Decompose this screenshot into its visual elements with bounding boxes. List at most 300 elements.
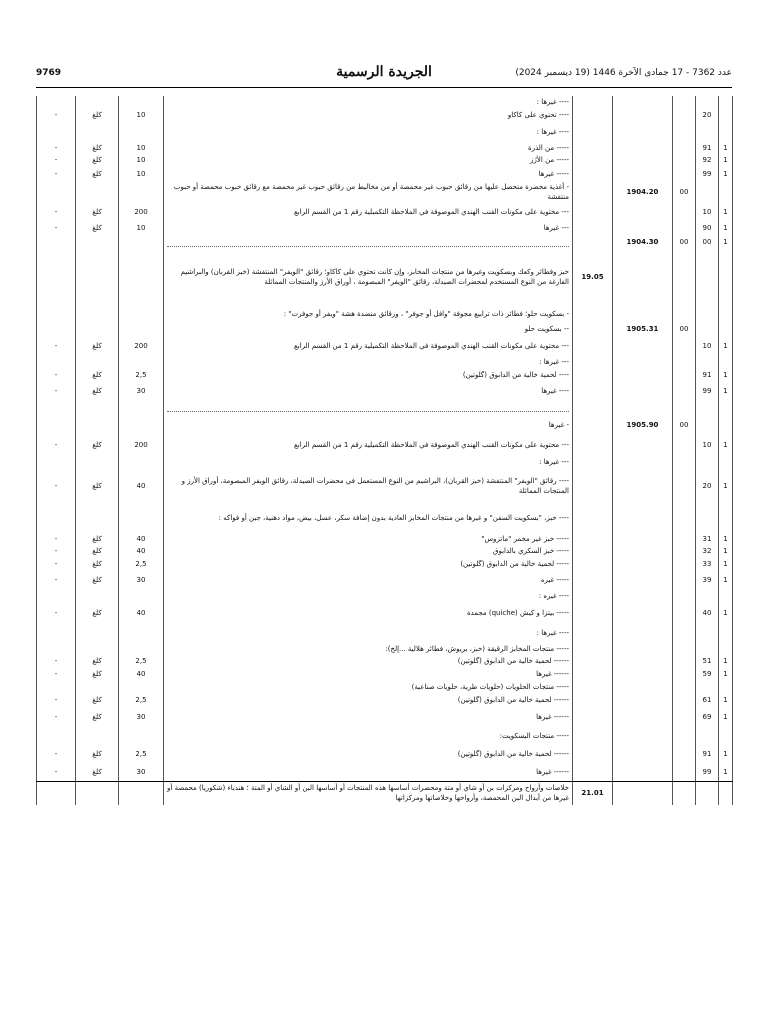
subheading-cell [613,96,673,108]
supplementary-cell [37,455,76,469]
page-number: 9769 [36,68,62,78]
unit-cell [76,399,119,415]
unit-cell: كلغ [76,469,119,503]
supplementary-cell [37,781,76,805]
subcode-cell [696,623,719,643]
table-row [37,681,733,693]
subheading-cell [613,781,673,805]
duty-rate-cell: 40 [119,545,164,557]
heading-cell [573,166,613,181]
duty-rate-cell [119,96,164,108]
national-code-cell [673,469,696,503]
subcode-cell [696,357,719,367]
duty-rate-cell [119,357,164,367]
duty-rate-cell: 200 [119,335,164,357]
description-cell: ---- رقائق "الويفر" المنتفشة (خبز القربان)، البراشيم من النوع المستعمل في محضرات الصيدلة، رقائق الويفر المبصومة، أوراق الأرز و المنتجات المماثلة [164,469,573,503]
duty-rate-cell [119,623,164,643]
supplementary-cell [37,249,76,305]
subcode-cell: 91 [696,142,719,154]
subheading-cell [613,166,673,181]
supplementary-cell: - [37,745,76,763]
duty-rate-cell: 40 [119,533,164,545]
chapter-code-cell: 1 [719,142,733,154]
duty-rate-cell: 10 [119,142,164,154]
description-cell: --- غيرها [164,221,573,235]
unit-cell [76,455,119,469]
table-row [37,455,733,469]
table-row [37,235,733,249]
subheading-cell [613,122,673,142]
chapter-code-cell: 1 [719,571,733,589]
chapter-code-cell: 1 [719,367,733,383]
description-cell: ------ لحمية خالية من الدابوق (گلوتين) [164,693,573,707]
chapter-code-cell: 1 [719,335,733,357]
description-cell: ---- غيرها : [164,96,573,108]
unit-cell [76,357,119,367]
subheading-cell [613,357,673,367]
unit-cell [76,415,119,435]
national-code-cell [673,367,696,383]
chapter-code-cell [719,415,733,435]
unit-cell [76,323,119,335]
heading-cell [573,235,613,249]
unit-cell [76,589,119,603]
subheading-cell [613,545,673,557]
national-code-cell [673,122,696,142]
subcode-cell [696,249,719,305]
supplementary-cell: - [37,142,76,154]
supplementary-cell [37,323,76,335]
national-code-cell [673,603,696,623]
duty-rate-cell: 30 [119,383,164,399]
chapter-code-cell: 1 [719,693,733,707]
national-code-cell [673,727,696,745]
heading-cell [573,655,613,667]
description-cell: ----- غيره [164,571,573,589]
subheading-cell [613,557,673,571]
subcode-cell [696,589,719,603]
unit-cell: كلغ [76,154,119,166]
description-cell: ----- من الذرة [164,142,573,154]
national-code-cell [673,221,696,235]
duty-rate-cell [119,781,164,805]
supplementary-cell: - [37,655,76,667]
subcode-cell: 33 [696,557,719,571]
subcode-cell: 59 [696,667,719,681]
page-header [36,64,732,86]
heading-cell [573,122,613,142]
national-code-cell: 00 [673,235,696,249]
table-row [37,323,733,335]
subcode-cell: 61 [696,693,719,707]
table-row [37,693,733,707]
supplementary-cell [37,681,76,693]
chapter-code-cell [719,357,733,367]
description-cell [164,399,573,415]
heading-cell [573,707,613,727]
heading-cell [573,681,613,693]
subheading-cell [613,763,673,781]
national-code-cell [673,383,696,399]
national-code-cell [673,399,696,415]
unit-cell [76,781,119,805]
supplementary-cell: - [37,383,76,399]
heading-cell [573,108,613,122]
table-row [37,557,733,571]
unit-cell: كلغ [76,763,119,781]
subcode-cell: 91 [696,367,719,383]
description-cell: ------ غيرها [164,763,573,781]
subcode-cell [696,455,719,469]
duty-rate-cell: 40 [119,603,164,623]
duty-rate-cell: 200 [119,435,164,455]
supplementary-cell [37,727,76,745]
national-code-cell [673,503,696,533]
table-row [37,745,733,763]
table-row [37,221,733,235]
duty-rate-cell: 2,5 [119,693,164,707]
chapter-code-cell [719,249,733,305]
duty-rate-cell: 10 [119,108,164,122]
chapter-code-cell: 1 [719,435,733,455]
unit-cell [76,96,119,108]
description-cell: ---- غيره : [164,589,573,603]
subcode-cell [696,681,719,693]
national-code-cell [673,745,696,763]
national-code-cell [673,455,696,469]
subheading-cell [613,142,673,154]
unit-cell: كلغ [76,203,119,221]
table-row [37,727,733,745]
heading-cell [573,603,613,623]
duty-rate-cell [119,249,164,305]
supplementary-cell: - [37,166,76,181]
national-code-cell [673,655,696,667]
description-cell: ------ لحمية خالية من الدابوق (گلوتين) [164,655,573,667]
chapter-code-cell: 1 [719,383,733,399]
description-cell: ----- منتجات المخابز الرقيقة (خبز، بريوش، فطائر هلالية ...إلخ): [164,643,573,655]
heading-cell [573,435,613,455]
chapter-code-cell [719,681,733,693]
table-row [37,142,733,154]
unit-cell: كلغ [76,435,119,455]
duty-rate-cell [119,305,164,323]
description-cell: --- غيرها : [164,357,573,367]
heading-cell [573,727,613,745]
supplementary-cell [37,415,76,435]
supplementary-cell [37,623,76,643]
subheading-cell [613,383,673,399]
chapter-code-cell [719,503,733,533]
heading-cell [573,557,613,571]
duty-rate-cell [119,503,164,533]
heading-cell [573,643,613,655]
chapter-code-cell [719,727,733,745]
subcode-cell [696,305,719,323]
table-row [37,589,733,603]
subcode-cell: 39 [696,571,719,589]
chapter-code-cell [719,181,733,203]
description-cell: ---- غيرها : [164,122,573,142]
description-cell: ----- خبز السكري بالدابوق [164,545,573,557]
description-cell: ----- غيرها [164,166,573,181]
chapter-code-cell: 1 [719,667,733,681]
description-cell: - بسكويت حلو؛ فطائر ذات ترابيع مجوفة "وافل أو جوفر" ، ورقائق منضدة هشة "ويفر أو جوفرت" : [164,305,573,323]
subheading-cell [613,435,673,455]
table-row [37,707,733,727]
subcode-cell: 10 [696,203,719,221]
unit-cell [76,122,119,142]
unit-cell: كلغ [76,533,119,545]
national-code-cell [673,435,696,455]
heading-cell [573,667,613,681]
subcode-cell: 99 [696,166,719,181]
subcode-cell: 20 [696,469,719,503]
unit-cell [76,681,119,693]
description-cell: ----- بيتزا و كيش (quiche) مجمدة [164,603,573,623]
chapter-code-cell [719,589,733,603]
chapter-code-cell: 1 [719,707,733,727]
duty-rate-cell [119,399,164,415]
duty-rate-cell: 2,5 [119,557,164,571]
description-cell: ----- خبز غير مخمر "ماتزوس" [164,533,573,545]
table-row [37,435,733,455]
heading-cell [573,533,613,545]
subcode-cell [696,415,719,435]
duty-rate-cell: 2,5 [119,655,164,667]
heading-cell [573,763,613,781]
description-cell: ---- تحتوي على كاكاو [164,108,573,122]
table-row [37,415,733,435]
duty-rate-cell [119,643,164,655]
unit-cell [76,643,119,655]
table-row [37,643,733,655]
subheading-cell: 1905.90 [613,415,673,435]
tariff-table [36,96,733,805]
chapter-code-cell [719,108,733,122]
duty-rate-cell: 30 [119,763,164,781]
unit-cell [76,727,119,745]
subheading-cell [613,154,673,166]
table-row [37,655,733,667]
duty-rate-cell: 40 [119,667,164,681]
national-code-cell [673,305,696,323]
subcode-cell: 91 [696,745,719,763]
subheading-cell [613,503,673,533]
table-row [37,667,733,681]
heading-cell [573,142,613,154]
heading-cell [573,383,613,399]
heading-cell [573,571,613,589]
chapter-code-cell [719,323,733,335]
national-code-cell: 00 [673,323,696,335]
chapter-code-cell: 1 [719,166,733,181]
supplementary-cell: - [37,603,76,623]
subcode-cell: 31 [696,533,719,545]
description-cell: ----- منتجات البسكويت: [164,727,573,745]
chapter-code-cell [719,643,733,655]
duty-rate-cell [119,681,164,693]
subheading-cell: 1905.31 [613,323,673,335]
table-row [37,249,733,305]
heading-cell [573,623,613,643]
subheading-cell: 1904.30 [613,235,673,249]
description-cell: --- غيرها : [164,455,573,469]
table-row [37,469,733,503]
subcode-cell: 40 [696,603,719,623]
heading-cell [573,357,613,367]
subheading-cell [613,655,673,667]
table-row [37,571,733,589]
description-cell: --- محتوية على مكونات القنب الهندي الموصوفة في الملاحظة التكميلية رقم 1 من القسم الرابع [164,203,573,221]
unit-cell [76,249,119,305]
heading-cell [573,399,613,415]
subheading-cell [613,469,673,503]
subheading-cell [613,745,673,763]
national-code-cell: 00 [673,415,696,435]
subheading-cell [613,367,673,383]
subcode-cell: 32 [696,545,719,557]
dotted-leader [167,402,569,412]
duty-rate-cell: 2,5 [119,745,164,763]
subcode-cell: 10 [696,335,719,357]
table-row [37,503,733,533]
description-cell: --- محتوية على مكونات القنب الهندي الموصوفة في الملاحظة التكميلية رقم 1 من القسم الرابع [164,435,573,455]
chapter-code-cell: 1 [719,745,733,763]
heading-cell [573,469,613,503]
duty-rate-cell [119,415,164,435]
heading-cell: 19.05 [573,249,613,305]
supplementary-cell: - [37,533,76,545]
heading-cell [573,335,613,357]
national-code-cell [673,571,696,589]
national-code-cell [673,166,696,181]
subcode-cell: 10 [696,435,719,455]
heading-cell [573,545,613,557]
national-code-cell [673,545,696,557]
national-code-cell [673,643,696,655]
table-row [37,763,733,781]
chapter-code-cell [719,623,733,643]
national-code-cell [673,589,696,603]
chapter-code-cell: 1 [719,203,733,221]
chapter-code-cell: 1 [719,655,733,667]
national-code-cell [673,335,696,357]
supplementary-cell [37,503,76,533]
supplementary-cell: - [37,367,76,383]
duty-rate-cell: 10 [119,166,164,181]
heading-cell [573,96,613,108]
supplementary-cell: - [37,203,76,221]
unit-cell: كلغ [76,667,119,681]
duty-rate-cell: 2,5 [119,367,164,383]
unit-cell: كلغ [76,108,119,122]
chapter-code-cell: 1 [719,545,733,557]
supplementary-cell [37,96,76,108]
duty-rate-cell [119,235,164,249]
subheading-cell [613,589,673,603]
chapter-code-cell: 1 [719,154,733,166]
duty-rate-cell [119,727,164,745]
subcode-cell [696,727,719,745]
table-row [37,154,733,166]
table-row [37,166,733,181]
unit-cell: كلغ [76,545,119,557]
subheading-cell [613,249,673,305]
heading-cell [573,221,613,235]
subcode-cell: 51 [696,655,719,667]
heading-cell [573,503,613,533]
unit-cell: كلغ [76,655,119,667]
chapter-code-cell [719,455,733,469]
description-cell: ------ غيرها [164,667,573,681]
description-cell: خلاصات وأرواح ومركزات بن أو شاي أو متة ومحضرات أساسها هذه المنتجات أو أساسها البن أو الشاي أو المتة ؛ هندباء (شكوريا) محمصة أو غيرها من أبدال البن المحمصة، وأرواحها وخلاصاتها ومركزاتها [164,781,573,805]
supplementary-cell: - [37,435,76,455]
national-code-cell [673,707,696,727]
national-code-cell [673,108,696,122]
subheading-cell [613,727,673,745]
supplementary-cell [37,643,76,655]
subcode-cell: 99 [696,383,719,399]
heading-cell [573,455,613,469]
national-code-cell [673,693,696,707]
supplementary-cell: - [37,707,76,727]
national-code-cell [673,667,696,681]
supplementary-cell [37,181,76,203]
heading-cell [573,154,613,166]
description-cell: -- بسكويت حلو [164,323,573,335]
supplementary-cell: - [37,693,76,707]
subcode-cell [696,323,719,335]
unit-cell: كلغ [76,221,119,235]
duty-rate-cell [119,589,164,603]
table-row [37,383,733,399]
description-cell: - أغذية محضرة متحصل عليها من رقائق حبوب غير محمصة أو من مخاليط من رقائق حبوب غير محمصة مع رقائق حبوب محمصة أو حبوب منتفشة [164,181,573,203]
duty-rate-cell: 40 [119,469,164,503]
subheading-cell [613,221,673,235]
subheading-cell [613,603,673,623]
table-row [37,335,733,357]
duty-rate-cell [119,181,164,203]
subcode-cell [696,399,719,415]
supplementary-cell: - [37,108,76,122]
national-code-cell [673,142,696,154]
duty-rate-cell [119,455,164,469]
national-code-cell [673,681,696,693]
heading-cell [573,367,613,383]
subcode-cell: 00 [696,235,719,249]
chapter-code-cell: 1 [719,763,733,781]
table-row [37,357,733,367]
description-cell [164,235,573,249]
subcode-cell [696,96,719,108]
unit-cell [76,305,119,323]
subheading-cell [613,667,673,681]
table-row [37,96,733,108]
heading-cell: 21.01 [573,781,613,805]
national-code-cell [673,357,696,367]
subheading-cell [613,335,673,357]
supplementary-cell [37,122,76,142]
national-code-cell [673,763,696,781]
duty-rate-cell: 10 [119,221,164,235]
national-code-cell [673,533,696,545]
supplementary-cell: - [37,545,76,557]
subcode-cell [696,643,719,655]
subcode-cell [696,781,719,805]
table-row [37,623,733,643]
national-code-cell [673,154,696,166]
